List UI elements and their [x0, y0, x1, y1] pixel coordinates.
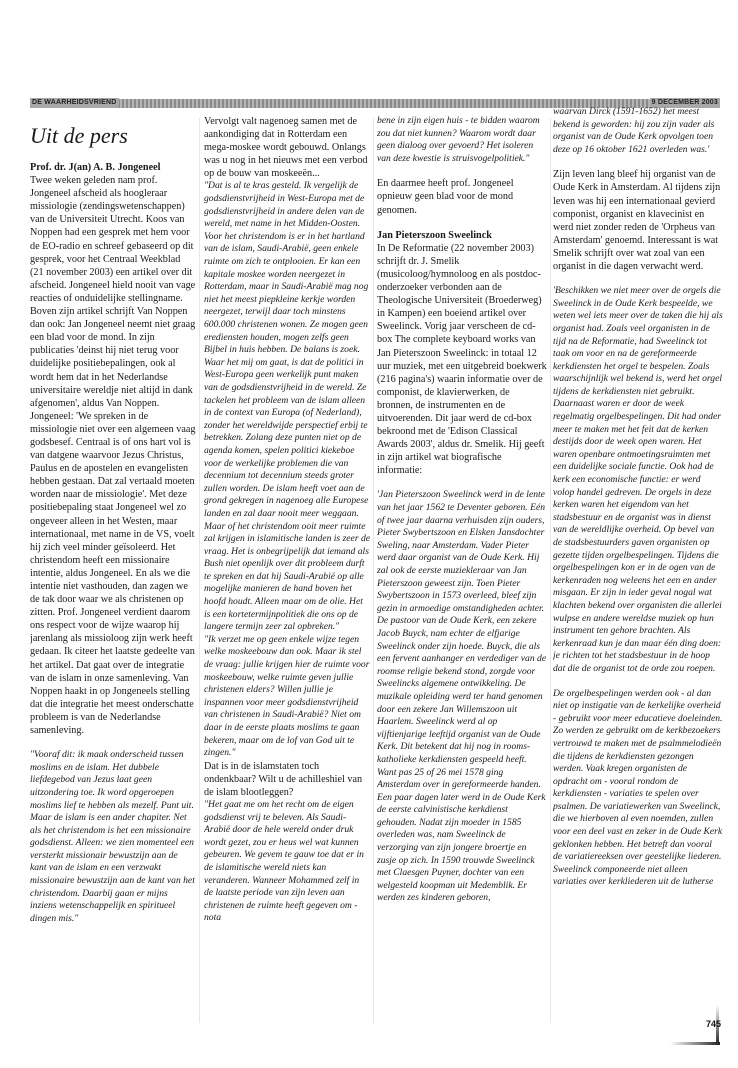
quote-block: "Vooraf dit: ik maak onderscheid tussen moslims en de islam. Het dubbele liefdegebod van Jezus laat geen uitzondering toe. Ik word opgeroepen moslims lief te hebben als mezelf. Punt uit. Maar de islam is een ander chapiter. Net als het christendom is het een missionaire godsdienst. Alleen: we zien momenteel een versterkt missionair bewustzijn aan de kant van de islam en een verzwakt missionaire bewustzijn aan de kant van het christendom. Daarbij gaan er mijns inziens wetenschappelijk en spiritueel dingen mis."	[30, 749, 195, 924]
quote-block: "Ik verzet me op geen enkele wijze tegen welke moskeebouw dan ook. Maar ik stel de vraag: jullie krijgen hier de ruimte voor moskeebouw, welke ruimte geven jullie christenen elders? Willen jullie je inspannen voor meer godsdienstvrijheid van christenen in Saudi-Arabië? Niet om daar in de eerste plaats moslims te gaan bekeren, maar om de lof van God uit te zingen."	[204, 633, 370, 759]
quote-block: De orgelbespelingen werden ook - al dan niet op instigatie van de kerkelijke overheid - gebruikt voor meer educatieve doeleinden. Zo werden ze gebruikt om de kerkbezoekers vertrouwd te maken met de psalmmelodieën die tijdens de kerkdiensten gezongen werden. Vaak kregen organisten de opdracht om - vooral rondom de kerkdiensten - variaties te spelen over psalmen. De variatiewerken van Sweelinck, die we hierboven al even noemden, zullen voor een deel vast en zeker in de Oude Kerk geklonken hebben. Het betreft dan vooral de variatiereeksen over geestelijke liederen. Sweelinck componeerde niet alleen variaties over kerkliederen uit de lutherse	[553, 687, 723, 888]
column-1	[30, 115, 196, 1035]
magazine-name: DE WAARHEIDSVRIEND	[32, 99, 117, 106]
article-body: Vervolgt valt nagenoeg samen met de aankondiging dat in Rotterdam een mega-moskee wordt gebouwd. Onlangs was u nog in het nieuws met een verbod op de bouw van moskeeën...	[204, 116, 368, 180]
column-divider	[550, 118, 551, 1023]
interview-question: Dat is in de islamstaten toch ondenkbaar? Wilt u de achilleshiel van de islam blootleggen?	[204, 760, 363, 798]
column-divider	[199, 118, 200, 1023]
column-2	[204, 115, 370, 1035]
quote-block: "Dat is al te kras gesteld. Ik vergelijk de godsdienstvrijheid in West-Europa met de godsdienstvrijheid in andere delen van de wereld, met name in het Midden-Oosten. Voor het christendom is er in het hartland van de islam, Saudi-Arabië, geen enkele ruimte om zich te ontplooien. Er kan een kapitale moskee worden neergezet in Rotterdam, maar in Saudi-Arabië mag nog niet het meest piepkleine kerkje worden neergezet, terwijl daar toch minstens 600.000 christenen wonen. Ze mogen geen erediensten houden, mogen zelfs geen Bijbel in huis hebben. De balans is zoek. Waar het mij om gaat, is dat de politici in West-Europa geen werkelijk punt maken van de godsdienstvrijheid in de wereld. Ze tackelen het probleem van de islam alleen in de context van Europa (of Nederland), zonder het wereldwijde perspectief erbij te betrekken. Zolang deze punten niet op de agenda komen, spelen politici kiekeboe voor de werkelijke problemen die van decennium tot decennium steeds groter zullen worden. De islam heeft voet aan de grond gekregen in nagenoeg alle Europese landen en zal daar nooit meer weggaan. Maar of het christendom ooit meer ruimte zal krijgen in islamitische landen is zeer de vraag. Het is onbegrijpelijk dat iemand als Bush niet openlijk over dit probleem durft te spreken en dat hij Saudi-Arabië op alle mogelijke manieren de hand boven het hoofd houdt. Alleen maar om de olie. Het is een kortetermijnpolitiek die ons op de langere termijn zeer zal opbreken."	[204, 180, 370, 633]
article-body: Zijn leven lang bleef hij organist van de Oude Kerk in Amsterdam. Al tijdens zijn leven was hij een internationaal gevierd componist, organist en klavecinist en werd niet zonder reden de 'Orpheus van Amsterdam' genoemd. Interessant is wat Smelik schrijft over wat zoal van een organist in die dagen verwacht werd.	[553, 169, 721, 273]
article-body: In De Reformatie (22 november 2003) schrijft dr. J. Smelik (musicoloog/hymnoloog en als postdoc-onderzoeker verbonden aan de Theologische Universiteit (Broederweg) in Kampen) een boeiend artikel over Sweelinck. Vorig jaar verscheen de cd-box The complete keyboard works van Jan Pieterszoon Sweelinck: in totaal 12 uur muziek, met een uitgebreid boekwerk (216 pagina's) waarin informatie over de componist, de klavierwerken, de bronnen, de instrumenten en de uitvoerenden. Dit jaar werd de cd-box bekroond met de 'Edison Classical Awards 2003', aldus dr. Smelik. Hij geeft in zijn artikel wat biografische informatie:	[377, 242, 547, 477]
article-heading-jongeneel: Prof. dr. J(an) A. B. Jongeneel	[30, 162, 161, 173]
quote-block: "Het gaat me om het recht om de eigen godsdienst vrij te beleven. Als Saudi-Arabië door de hele wereld onder druk wordt gezet, zou er heus wel wat kunnen gebeuren. We gevem te gauw toe dat er in de islamitische wereld niets kan veranderen. Wanneer Mohammed zelf in de laatste periode van zijn leven aan christenen de ruimte heeft gegeven om - nota	[204, 799, 364, 924]
quote-block: bene in zijn eigen huis - te bidden waarom zou dat niet kunnen? Waarom wordt daar geen dialoog over gevoerd? Het isoleren van deze kwestie is struisvogelpolitiek."	[377, 115, 540, 164]
quote-block: 'Jan Pieterszoon Sweelinck werd in de lente van het jaar 1562 te Deventer geboren. Eén of twee jaar daarna verhuisden zijn ouders, Pieter Swybertszoon en Elsken Jansdochter Sweling, naar Amsterdam. Vader Pieter werd daar organist van de Oude Kerk. Hij zal ook de eerste muziekleraar van Jan Pieterszoon geweest zijn. Toen Pieter Swybertszoon in 1573 overleed, bleef zijn gezin in armoedige omstandigheden achter. De pastoor van de Oude Kerk, een zekere Jacob Buyck, nam echter de elfjarige Sweelinck onder zijn hoede. Buyck, die als een fervent aanhanger en verdediger van de roomse religie bekend stond, zorgde voor Sweelincks algemene ontwikkeling. De muzikale opleiding werd ter hand genomen door een zekere Jan Willemszoon uit Haarlem. Sweelinck werd al op vijftienjarige leeftijd organist van de Oude Kerk. Dit betekent dat hij nog in rooms-katholieke kerkdiensten gespeeld heeft. Want pas 25 of 26 mei 1578 ging Amsterdam over in gereformeerde handen. Een paar dagen later werd in de Oude Kerk de eerste calvinistische kerkdienst gehouden. Nadat zijn moeder in 1585 overleden was, nam Sweelinck de verzorging van zijn jongere broertje en zusje op zich. In 1590 trouwde Sweelinck met Claesgen Puyner, dochter van een welgesteld koopman uit Medemblik. Er werden zes kinderen geboren,	[377, 489, 547, 904]
column-divider	[373, 118, 374, 1023]
issue-date: 9 DECEMBER 2003	[651, 99, 718, 106]
column-3	[377, 115, 547, 1035]
quote-block: waarvan Dirck (1591-1652) het meest bekend is geworden: hij zou zijn vader als organist van de Oude Kerk opvolgen toen deze op 16 oktober 1621 overleden was.'	[553, 106, 715, 155]
article-body: Twee weken geleden nam prof. Jongeneel afscheid als hoogleraar missiologie (zendingswetenschappen) van de Universiteit Utrecht. Koos van Noppen had een gesprek met hem voor de EO-radio en schreef gebaseerd op dit gesprek, voor het Centraal Weekblad (21 november 2003) een artikel over dit afscheid. Jongeneel hield nooit van vage reacties of onduidelijke stellingname. Boven zijn artikel schrijft Van Noppen dan ook: Jan Jongeneel neemt niet graag een blad voor de mond. In zijn publicaties 'deinst hij niet terug voor duidelijke positiebepalingen, ook al wordt hem dat in het Nederlandse universitaire wereldje niet altijd in dank afgenomen', aldus Van Noppen. Jongeneel: 'We spreken in de missiologie niet over een algemeen vaag godsbesef. Centraal is of ons hart vol is van datgene waarvoor Jezus Christus, Paulus en de apostelen en evangelisten hebben gestaan. Dat zal vertaald moeten worden naar de missiologie'. Met deze positiebepaling staat Jongeneel wel zo ongeveer alleen in het Westen, maar internationaal, met name in de VS, voelt hij zich veel minder geïsoleerd. Het christendom heeft een missionaire intentie, aldus Jongeneel. En als we die intentie niet vasthouden, dan zagen we de tak door waar we als christenen op zitten. Prof. Jongeneel verdient daarom ons respect voor de wijze waarop hij jarenlang als missioloog zijn werk heeft gedaan. Ik citeer het laatste gedeelte van het artikel. Dat gaat over de integratie van de islam in onze samenleving. Van Noppen haakt in op Jongeneels stelling dat die integratie het meest onderschatte probleem is van de Nederlandse samenleving.	[30, 175, 196, 737]
article-heading-sweelinck: Jan Pieterszoon Sweelinck	[377, 229, 492, 241]
page-number: 745	[706, 1019, 722, 1029]
quote-block: 'Beschikken we niet meer over de orgels die Sweelinck in de Oude Kerk bespeelde, we weten wel iets meer over de taken die hij als organist had. Zoals veel organisten in de tijd na de Reformatie, had Sweelinck tot taak om voor en na de gereformeerde kerkdiensten het orgel te bespelen. Zoals waarschijnlijk wel bekend is, werd het orgel tijdens de kerkdiensten niet gebruikt. Daarnaast waren er door de week regelmatig orgelbespelingen. Dit had onder meer te maken met het feit dat de kerken destijds door de week open waren. Het waren openbare ontmoetingsruimten met een duidelijke sociale functie. Ook had de kerk een economische functie: er werd volop handel gedreven. De orgels in deze kerken waren het eigendom van het stadsbestuur en de organist was in dienst van de wereldlijke overheid. Op bevel van de stadsbestuurders gaven organisten op gezette tijden orgelbespelingen. Tijdens die orgelbespelingen kon er in de ogen van de kerkenraden nog weleens het een en ander misgaan. Er zijn in ieder geval nogal wat klachten bekend over organisten die allerlei wulpse en andere wereldse muziek op hun instrument ten gehore brachten. Als kerkenraad kun je dan maar één ding doen: je richten tot het stadsbestuur in de hoop dat die de organist tot de orde zou roepen.	[553, 285, 723, 674]
article-body: En daarmee heeft prof. Jongeneel opnieuw geen blad voor de mond genomen.	[377, 178, 514, 216]
page-corner-mark	[670, 1042, 720, 1045]
section-title: Uit de pers	[30, 123, 128, 148]
column-4	[553, 106, 723, 1046]
